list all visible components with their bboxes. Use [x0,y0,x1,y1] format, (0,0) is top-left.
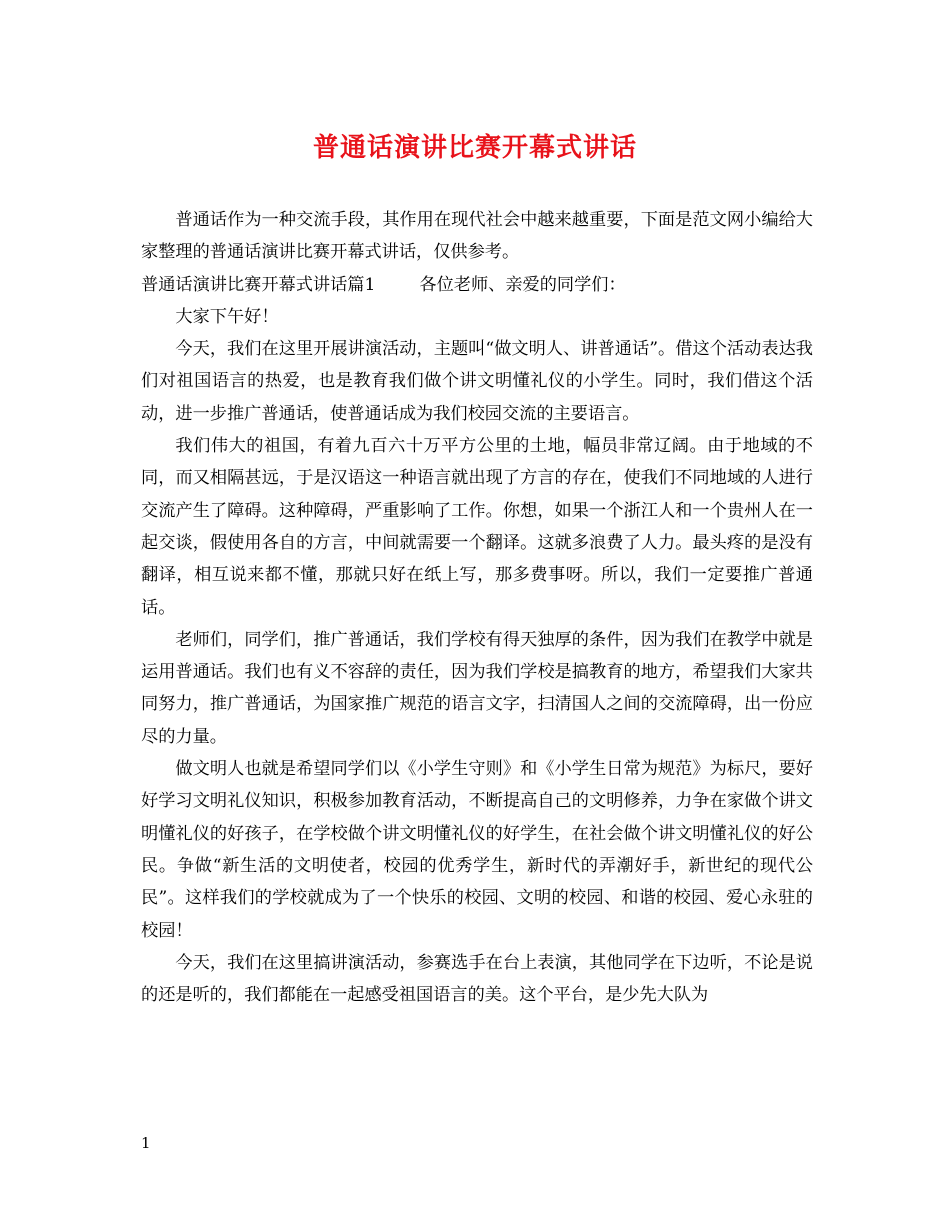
salutation: 各位老师、亲爱的同学们： [419,274,626,295]
intro-paragraph: 普通话作为一种交流手段，其作用在现代社会中越来越重要，下面是范文网小编给大家整理的普通话演讲比赛开幕式讲话，仅供参考。 [141,210,813,263]
document-body [141,204,813,1011]
section-heading-line [141,269,813,301]
body-paragraph: 今天，我们在这里搞讲演活动，参赛选手在台上表演，其他同学在下边听，不论是说的还是听的，我们都能在一起感受祖国语言的美。这个平台，是少先大队为 [141,952,813,1006]
body-paragraph: 今天，我们在这里开展讲演活动，主题叫“做文明人、讲普通话”。借这个活动表达我们对祖国语言的热爱，也是教育我们做个讲文明懂礼仪的小学生。同时，我们借这个活动，进一步推广普通话，使普通话成为我们校园交流的主要语言。 [141,339,813,424]
body-paragraph: 老师们，同学们，推广普通话，我们学校有得天独厚的条件，因为我们在教学中就是运用普通话。我们也有义不容辞的责任，因为我们学校是搞教育的地方，希望我们大家共同努力，推广普通话，为国家推广规范的语言文字，扫清国人之间的交流障碍，出一份应尽的力量。 [141,629,813,747]
greeting: 大家下午好！ [175,306,279,327]
body-paragraph: 我们伟大的祖国，有着九百六十万平方公里的土地，幅员非常辽阔。由于地域的不同，而又相隔甚远，于是汉语这一种语言就出现了方言的存在，使我们不同地域的人进行交流产生了障碍。这种障碍，严重影响了工作。你想，如果一个浙江人和一个贵州人在一起交谈，假使用各自的方言，中间就需要一个翻译。这就多浪费了人力。最头疼的是没有翻译，相互说来都不懂，那就只好在纸上写，那多费事呀。所以，我们一定要推广普通话。 [141,436,813,618]
document-title: 普通话演讲比赛开幕式讲话 [312,133,637,163]
page-number: 1 [141,1134,151,1152]
body-paragraph: 做文明人也就是希望同学们以《小学生守则》和《小学生日常为规范》为标尺，要好好学习文明礼仪知识，积极参加教育活动，不断提高自己的文明修养，力争在家做个讲文明懂礼仪的好孩子，在学校做个讲文明懂礼仪的好学生，在社会做个讲文明懂礼仪的好公民。争做“新生活的文明使者，校园的优秀学生，新时代的弄潮好手，新世纪的现代公民”。这样我们的学校就成为了一个快乐的校园、文明的校园、和谐的校园、爱心永驻的校园！ [141,759,813,941]
section-heading: 普通话演讲比赛开幕式讲话篇1 [141,274,376,295]
